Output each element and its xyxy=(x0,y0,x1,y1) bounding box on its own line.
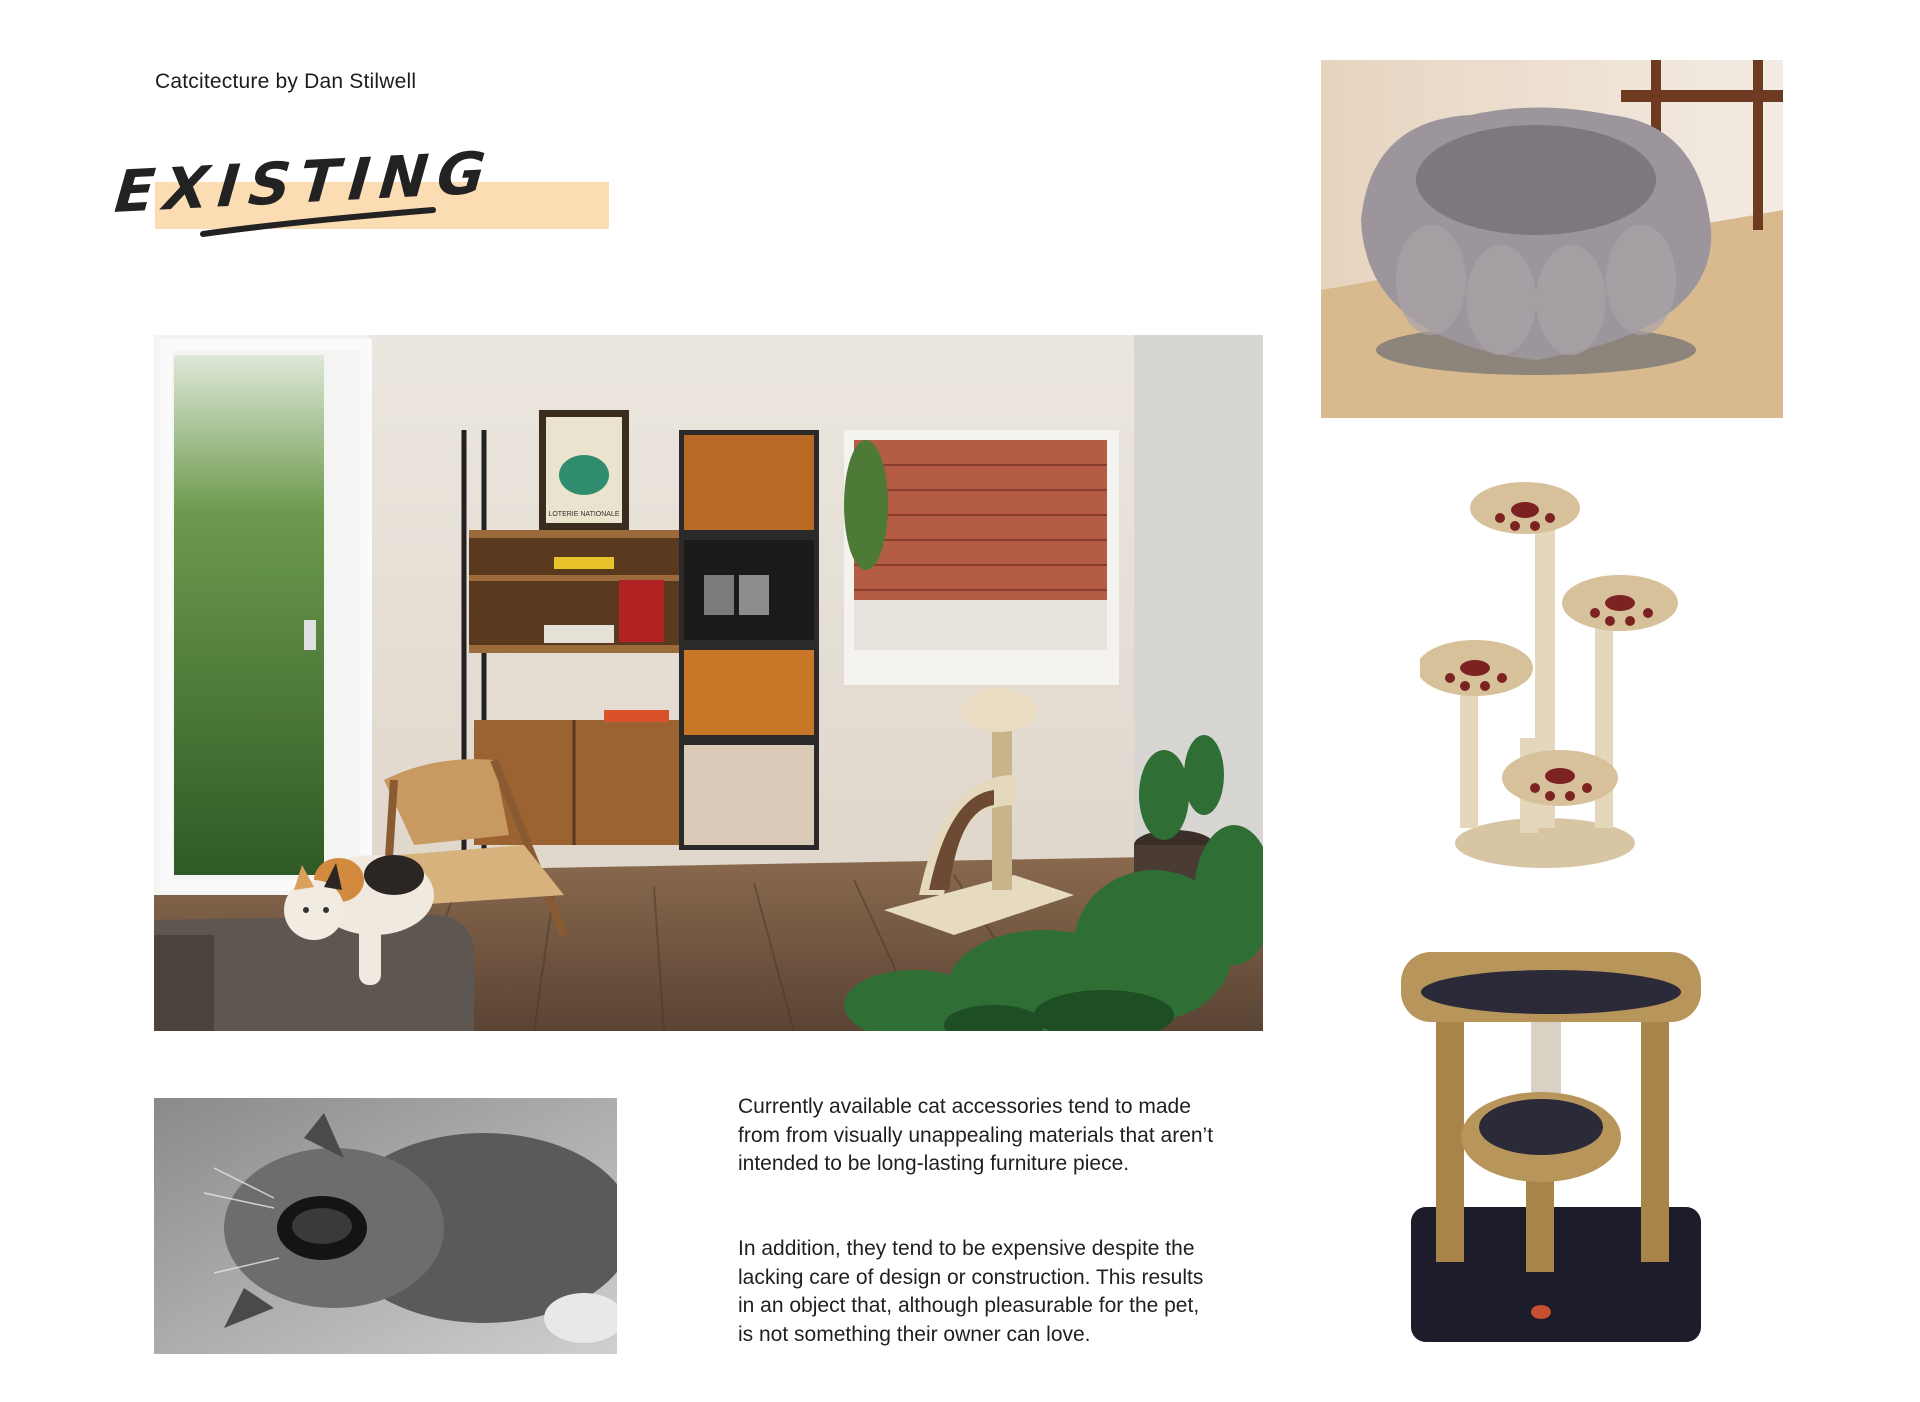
cat-bed-photo xyxy=(1321,60,1783,418)
paragraph-cost: In addition, they tend to be expensive despite the lacking care of design or construction. This results in an object that, although pleasurable for the pet, is not something their owner can love. xyxy=(738,1237,1204,1346)
living-room-photo xyxy=(154,335,1263,1031)
byline: Catcitecture by Dan Stilwell xyxy=(155,70,417,93)
heading-text: EXISTING xyxy=(112,138,498,226)
yawning-cat-photo xyxy=(154,1098,617,1354)
section-heading xyxy=(110,138,630,250)
paragraph-intro: Currently available cat accessories tend to made from from visually unappealing materials that aren’t intended to be long-lasting furniture piece. xyxy=(738,1095,1214,1175)
heading-underline xyxy=(198,202,438,242)
paw-cat-tree-photo xyxy=(1420,478,1690,878)
bed-cat-tree-photo xyxy=(1396,942,1706,1354)
poster-caption: LOTERIE NATIONALE xyxy=(548,511,620,518)
